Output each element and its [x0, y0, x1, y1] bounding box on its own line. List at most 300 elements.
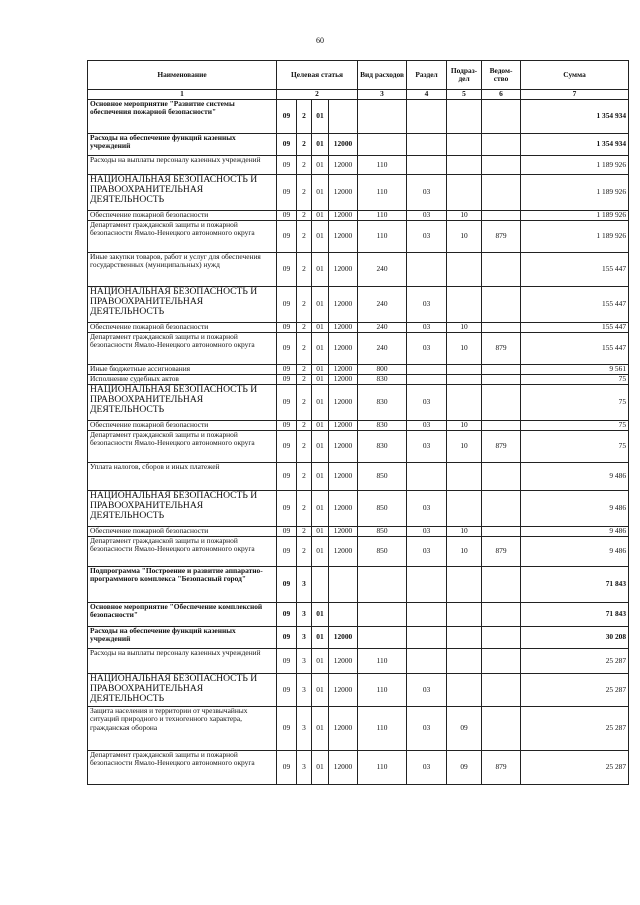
- table-cell-event: 01: [312, 527, 329, 537]
- table-cell-program: 09: [277, 211, 297, 221]
- table-cell-subsection: 10: [447, 323, 482, 333]
- table-cell-department: [482, 365, 521, 375]
- table-cell-event: 01: [312, 156, 329, 175]
- table-cell-event: 01: [312, 385, 329, 421]
- table-cell-subsection: [447, 175, 482, 211]
- table-cell-expense-type: 110: [358, 175, 407, 211]
- table-row: [88, 211, 629, 221]
- table-cell-section: [407, 253, 447, 287]
- table-cell-sum: 9 486: [521, 537, 629, 567]
- table-cell-expense-type: 830: [358, 375, 407, 385]
- table-cell-sum: 9 486: [521, 463, 629, 491]
- table-cell-event: 01: [312, 603, 329, 627]
- index-cell: 1: [88, 90, 277, 100]
- table-row: [88, 365, 629, 375]
- index-row: [88, 90, 629, 100]
- table-cell-program: 09: [277, 100, 297, 134]
- table-cell-expense-type: 240: [358, 253, 407, 287]
- table-cell-section: [407, 134, 447, 156]
- table-cell-section: 03: [407, 421, 447, 431]
- table-cell-event: 01: [312, 253, 329, 287]
- table-cell-expense-type: 800: [358, 365, 407, 375]
- table-cell-department: 879: [482, 751, 521, 785]
- table-cell-section: [407, 603, 447, 627]
- table-row: [88, 567, 629, 603]
- table-cell-direction: 12000: [329, 333, 358, 365]
- table-cell-subprogram: 2: [297, 211, 312, 221]
- table-cell-department: [482, 385, 521, 421]
- table-cell-sum: 155 447: [521, 323, 629, 333]
- table-cell-sum: 1 189 926: [521, 211, 629, 221]
- budget-table: [87, 60, 629, 785]
- header-department: Ведом-ство: [482, 61, 521, 90]
- table-cell-event: [312, 567, 329, 603]
- index-cell: 4: [407, 90, 447, 100]
- table-cell-sum: 155 447: [521, 253, 629, 287]
- table-row: [88, 375, 629, 385]
- table-cell-subsection: 09: [447, 707, 482, 751]
- table-cell-program: 09: [277, 385, 297, 421]
- table-cell-sum: 1 354 934: [521, 134, 629, 156]
- table-cell-event: 01: [312, 649, 329, 674]
- table-cell-program: 09: [277, 134, 297, 156]
- table-cell-subprogram: 2: [297, 253, 312, 287]
- table-cell-subprogram: 2: [297, 365, 312, 375]
- table-cell-event: 01: [312, 431, 329, 463]
- table-cell-subsection: 10: [447, 211, 482, 221]
- table-cell-sum: 71 843: [521, 603, 629, 627]
- table-cell-department: 879: [482, 333, 521, 365]
- table-cell-direction: [329, 100, 358, 134]
- table-cell-direction: 12000: [329, 175, 358, 211]
- table-row: [88, 134, 629, 156]
- table-cell-expense-type: [358, 627, 407, 649]
- table-cell-section: 03: [407, 221, 447, 253]
- table-cell-subprogram: 2: [297, 175, 312, 211]
- table-cell-subsection: [447, 287, 482, 323]
- table-cell-subsection: [447, 674, 482, 707]
- table-cell-program: 09: [277, 175, 297, 211]
- table-cell-direction: 12000: [329, 751, 358, 785]
- table-cell-name: Обеспечение пожарной безопасности: [88, 323, 277, 333]
- table-cell-department: [482, 156, 521, 175]
- table-cell-section: 03: [407, 323, 447, 333]
- table-cell-program: 09: [277, 627, 297, 649]
- table-cell-department: [482, 603, 521, 627]
- table-cell-name: Обеспечение пожарной безопасности: [88, 421, 277, 431]
- table-row: [88, 221, 629, 253]
- table-cell-subprogram: 2: [297, 421, 312, 431]
- table-cell-event: 01: [312, 463, 329, 491]
- table-cell-name: Расходы на выплаты персоналу казенных учреждений: [88, 156, 277, 175]
- index-cell: 5: [447, 90, 482, 100]
- table-cell-program: 09: [277, 491, 297, 527]
- table-cell-direction: 12000: [329, 491, 358, 527]
- table-cell-department: [482, 375, 521, 385]
- table-row: [88, 333, 629, 365]
- table-cell-sum: 75: [521, 375, 629, 385]
- table-cell-expense-type: 240: [358, 333, 407, 365]
- table-cell-event: 01: [312, 375, 329, 385]
- table-cell-name: НАЦИОНАЛЬНАЯ БЕЗОПАСНОСТЬ И ПРАВООХРАНИТЕЛЬНАЯ ДЕЯТЕЛЬНОСТЬ: [88, 491, 277, 527]
- table-cell-department: [482, 134, 521, 156]
- table-cell-name: Департамент гражданской защиты и пожарной безопасности Ямало-Ненецкого автономного округа: [88, 751, 277, 785]
- table-cell-program: 09: [277, 253, 297, 287]
- table-cell-subsection: [447, 603, 482, 627]
- table-cell-section: [407, 649, 447, 674]
- table-cell-section: [407, 627, 447, 649]
- table-cell-subprogram: 3: [297, 674, 312, 707]
- table-cell-subsection: [447, 375, 482, 385]
- table-cell-direction: 12000: [329, 287, 358, 323]
- table-cell-direction: 12000: [329, 627, 358, 649]
- table-row: [88, 751, 629, 785]
- table-cell-name: Департамент гражданской защиты и пожарной безопасности Ямало-Ненецкого автономного округа: [88, 537, 277, 567]
- table-cell-name: Расходы на обеспечение функций казенных учреждений: [88, 134, 277, 156]
- table-cell-department: [482, 674, 521, 707]
- table-cell-event: 01: [312, 100, 329, 134]
- table-cell-sum: 1 189 926: [521, 221, 629, 253]
- table-row: [88, 491, 629, 527]
- table-cell-program: 09: [277, 323, 297, 333]
- table-cell-sum: 1 354 934: [521, 100, 629, 134]
- table-row: [88, 175, 629, 211]
- table-cell-department: [482, 100, 521, 134]
- table-cell-section: [407, 375, 447, 385]
- table-cell-department: [482, 649, 521, 674]
- table-cell-department: [482, 211, 521, 221]
- table-cell-subsection: 10: [447, 537, 482, 567]
- table-row: [88, 385, 629, 421]
- table-cell-event: 01: [312, 134, 329, 156]
- table-cell-subprogram: 2: [297, 385, 312, 421]
- table-cell-name: Обеспечение пожарной безопасности: [88, 527, 277, 537]
- table-cell-subprogram: 3: [297, 707, 312, 751]
- table-cell-subprogram: 2: [297, 156, 312, 175]
- table-cell-subprogram: 2: [297, 537, 312, 567]
- table-cell-direction: 12000: [329, 421, 358, 431]
- table-cell-direction: 12000: [329, 537, 358, 567]
- table-cell-sum: 75: [521, 431, 629, 463]
- table-cell-subsection: [447, 100, 482, 134]
- table-cell-subprogram: 3: [297, 567, 312, 603]
- table-cell-program: 09: [277, 375, 297, 385]
- table-cell-department: [482, 175, 521, 211]
- table-cell-department: [482, 707, 521, 751]
- table-cell-expense-type: [358, 134, 407, 156]
- table-cell-subprogram: 2: [297, 463, 312, 491]
- table-cell-section: 03: [407, 385, 447, 421]
- table-cell-event: 01: [312, 627, 329, 649]
- table-cell-subsection: [447, 385, 482, 421]
- table-cell-subprogram: 2: [297, 431, 312, 463]
- table-cell-direction: 12000: [329, 463, 358, 491]
- table-cell-program: 09: [277, 421, 297, 431]
- table-row: [88, 421, 629, 431]
- table-cell-expense-type: 110: [358, 674, 407, 707]
- table-cell-name: Расходы на обеспечение функций казенных учреждений: [88, 627, 277, 649]
- table-cell-sum: 9 486: [521, 527, 629, 537]
- table-cell-subsection: [447, 463, 482, 491]
- table-row: [88, 253, 629, 287]
- table-cell-subsection: 09: [447, 751, 482, 785]
- table-cell-expense-type: 110: [358, 221, 407, 253]
- table-cell-name: Расходы на выплаты персоналу казенных учреждений: [88, 649, 277, 674]
- table-cell-subprogram: 2: [297, 375, 312, 385]
- table-cell-expense-type: [358, 100, 407, 134]
- table-cell-program: 09: [277, 603, 297, 627]
- table-cell-subsection: [447, 253, 482, 287]
- table-cell-sum: 25 287: [521, 751, 629, 785]
- table-cell-program: 09: [277, 463, 297, 491]
- table-row: [88, 156, 629, 175]
- table-cell-program: 09: [277, 221, 297, 253]
- table-row: [88, 603, 629, 627]
- table-cell-subsection: [447, 567, 482, 603]
- table-cell-subprogram: 3: [297, 627, 312, 649]
- table-cell-section: 03: [407, 537, 447, 567]
- table-cell-section: 03: [407, 707, 447, 751]
- table-cell-subprogram: 3: [297, 751, 312, 785]
- table-row: [88, 649, 629, 674]
- table-cell-section: 03: [407, 527, 447, 537]
- table-cell-name: Департамент гражданской защиты и пожарной безопасности Ямало-Ненецкого автономного округа: [88, 333, 277, 365]
- table-cell-name: Иные бюджетные ассигнования: [88, 365, 277, 375]
- table-cell-expense-type: 850: [358, 527, 407, 537]
- table-cell-sum: 1 189 926: [521, 175, 629, 211]
- table-cell-event: 01: [312, 365, 329, 375]
- table-cell-expense-type: 110: [358, 707, 407, 751]
- table-cell-subprogram: 2: [297, 527, 312, 537]
- table-row: [88, 627, 629, 649]
- table-cell-expense-type: 830: [358, 385, 407, 421]
- table-cell-program: 09: [277, 365, 297, 375]
- table-row: [88, 707, 629, 751]
- table-cell-name: НАЦИОНАЛЬНАЯ БЕЗОПАСНОСТЬ И ПРАВООХРАНИТЕЛЬНАЯ ДЕЯТЕЛЬНОСТЬ: [88, 385, 277, 421]
- table-cell-section: [407, 100, 447, 134]
- table-cell-direction: 12000: [329, 707, 358, 751]
- table-cell-subprogram: 2: [297, 287, 312, 323]
- table-cell-expense-type: [358, 603, 407, 627]
- header-sum: Сумма: [521, 61, 629, 90]
- table-cell-department: [482, 527, 521, 537]
- table-cell-department: [482, 421, 521, 431]
- table-cell-event: 01: [312, 211, 329, 221]
- table-cell-expense-type: 240: [358, 287, 407, 323]
- table-cell-department: [482, 567, 521, 603]
- table-cell-direction: 12000: [329, 365, 358, 375]
- table-cell-direction: 12000: [329, 134, 358, 156]
- table-cell-direction: 12000: [329, 527, 358, 537]
- table-cell-department: [482, 287, 521, 323]
- table-cell-direction: 12000: [329, 211, 358, 221]
- table-cell-expense-type: 110: [358, 211, 407, 221]
- table-cell-subprogram: 2: [297, 100, 312, 134]
- table-cell-sum: 155 447: [521, 333, 629, 365]
- table-cell-program: 09: [277, 431, 297, 463]
- table-cell-expense-type: 830: [358, 431, 407, 463]
- table-cell-direction: 12000: [329, 221, 358, 253]
- table-cell-section: 03: [407, 333, 447, 365]
- header-expense: Вид расходов: [358, 61, 407, 90]
- table-cell-subprogram: 3: [297, 603, 312, 627]
- table-cell-event: 01: [312, 421, 329, 431]
- header-section: Раздел: [407, 61, 447, 90]
- table-cell-name: Обеспечение пожарной безопасности: [88, 211, 277, 221]
- table-cell-department: [482, 253, 521, 287]
- table-cell-subprogram: 3: [297, 649, 312, 674]
- table-cell-program: 09: [277, 751, 297, 785]
- table-row: [88, 431, 629, 463]
- table-cell-section: 03: [407, 211, 447, 221]
- table-cell-expense-type: 240: [358, 323, 407, 333]
- table-cell-event: 01: [312, 221, 329, 253]
- table-cell-program: 09: [277, 333, 297, 365]
- table-cell-name: Защита населения и территории от чрезвычайных ситуаций природного и техногенного характера, гражданская оборона: [88, 707, 277, 751]
- table-cell-department: 879: [482, 431, 521, 463]
- table-cell-program: 09: [277, 537, 297, 567]
- table-cell-direction: 12000: [329, 323, 358, 333]
- table-cell-direction: 12000: [329, 375, 358, 385]
- table-cell-section: [407, 463, 447, 491]
- table-cell-direction: 12000: [329, 385, 358, 421]
- table-cell-direction: 12000: [329, 156, 358, 175]
- table-cell-expense-type: 830: [358, 421, 407, 431]
- table-cell-program: 09: [277, 707, 297, 751]
- table-cell-department: [482, 627, 521, 649]
- table-cell-expense-type: 110: [358, 649, 407, 674]
- table-cell-program: 09: [277, 649, 297, 674]
- table-cell-section: 03: [407, 431, 447, 463]
- index-cell: 7: [521, 90, 629, 100]
- table-row: [88, 287, 629, 323]
- table-cell-event: 01: [312, 175, 329, 211]
- table-cell-sum: 155 447: [521, 287, 629, 323]
- header-row: [88, 61, 629, 90]
- table-cell-program: 09: [277, 527, 297, 537]
- table-cell-direction: 12000: [329, 253, 358, 287]
- table-cell-event: 01: [312, 751, 329, 785]
- table-cell-sum: 25 287: [521, 649, 629, 674]
- table-cell-direction: [329, 603, 358, 627]
- table-cell-sum: 1 189 926: [521, 156, 629, 175]
- table-cell-name: НАЦИОНАЛЬНАЯ БЕЗОПАСНОСТЬ И ПРАВООХРАНИТЕЛЬНАЯ ДЕЯТЕЛЬНОСТЬ: [88, 287, 277, 323]
- table-cell-program: 09: [277, 674, 297, 707]
- table-cell-subprogram: 2: [297, 134, 312, 156]
- table-cell-subsection: 10: [447, 421, 482, 431]
- table-cell-sum: 9 561: [521, 365, 629, 375]
- header-name: Наименование: [88, 61, 277, 90]
- table-cell-event: 01: [312, 707, 329, 751]
- table-cell-event: 01: [312, 491, 329, 527]
- table-cell-expense-type: 850: [358, 491, 407, 527]
- table-cell-subsection: 10: [447, 527, 482, 537]
- table-cell-direction: 12000: [329, 431, 358, 463]
- table-cell-event: 01: [312, 537, 329, 567]
- table-cell-event: 01: [312, 323, 329, 333]
- table-cell-subsection: [447, 156, 482, 175]
- table-cell-subsection: [447, 491, 482, 527]
- page-number: 60: [316, 36, 324, 45]
- table-cell-subprogram: 2: [297, 323, 312, 333]
- table-row: [88, 100, 629, 134]
- table-row: [88, 537, 629, 567]
- table-cell-sum: 71 843: [521, 567, 629, 603]
- table-cell-program: 09: [277, 156, 297, 175]
- table-cell-name: НАЦИОНАЛЬНАЯ БЕЗОПАСНОСТЬ И ПРАВООХРАНИТЕЛЬНАЯ ДЕЯТЕЛЬНОСТЬ: [88, 175, 277, 211]
- table-cell-name: Подпрограмма "Построение и развитие аппаратно-программного комплекса "Безопасный город": [88, 567, 277, 603]
- table-cell-direction: [329, 567, 358, 603]
- table-cell-subsection: [447, 134, 482, 156]
- table-cell-sum: 75: [521, 385, 629, 421]
- table-cell-event: 01: [312, 287, 329, 323]
- table-cell-department: [482, 323, 521, 333]
- table-cell-subprogram: 2: [297, 491, 312, 527]
- index-cell: 2: [277, 90, 358, 100]
- table-cell-expense-type: 110: [358, 156, 407, 175]
- table-cell-subsection: [447, 627, 482, 649]
- index-cell: 3: [358, 90, 407, 100]
- table-cell-department: [482, 463, 521, 491]
- table-cell-sum: 25 287: [521, 707, 629, 751]
- table-cell-program: 09: [277, 567, 297, 603]
- table-cell-subsection: 10: [447, 221, 482, 253]
- table-cell-name: Основное мероприятие "Обеспечение комплексной безопасности": [88, 603, 277, 627]
- table-cell-department: 879: [482, 221, 521, 253]
- table-cell-name: Исполнение судебных актов: [88, 375, 277, 385]
- table-cell-section: [407, 365, 447, 375]
- table-cell-direction: 12000: [329, 649, 358, 674]
- table-cell-expense-type: 850: [358, 537, 407, 567]
- table-cell-expense-type: 850: [358, 463, 407, 491]
- table-cell-department: 879: [482, 537, 521, 567]
- header-target: Целевая статья: [277, 61, 358, 90]
- table-cell-sum: 9 486: [521, 491, 629, 527]
- table-row: [88, 674, 629, 707]
- table-cell-name: Уплата налогов, сборов и иных платежей: [88, 463, 277, 491]
- table-cell-event: 01: [312, 333, 329, 365]
- table-cell-name: Департамент гражданской защиты и пожарной безопасности Ямало-Ненецкого автономного округа: [88, 431, 277, 463]
- table-cell-section: [407, 567, 447, 603]
- table-cell-subsection: 10: [447, 333, 482, 365]
- table-cell-department: [482, 491, 521, 527]
- table-cell-sum: 75: [521, 421, 629, 431]
- table-cell-subprogram: 2: [297, 221, 312, 253]
- table-cell-section: 03: [407, 287, 447, 323]
- table-cell-direction: 12000: [329, 674, 358, 707]
- table-cell-section: 03: [407, 751, 447, 785]
- table-row: [88, 463, 629, 491]
- table-cell-subsection: [447, 649, 482, 674]
- table-cell-name: НАЦИОНАЛЬНАЯ БЕЗОПАСНОСТЬ И ПРАВООХРАНИТЕЛЬНАЯ ДЕЯТЕЛЬНОСТЬ: [88, 674, 277, 707]
- table-cell-name: Департамент гражданской защиты и пожарной безопасности Ямало-Ненецкого автономного округа: [88, 221, 277, 253]
- table-cell-expense-type: 110: [358, 751, 407, 785]
- table-cell-section: 03: [407, 674, 447, 707]
- table-row: [88, 323, 629, 333]
- table-cell-subprogram: 2: [297, 333, 312, 365]
- table-cell-name: Иные закупки товаров, работ и услуг для обеспечения государственных (муниципальных) нужд: [88, 253, 277, 287]
- table-cell-name: Основное мероприятие "Развитие системы обеспечения пожарной безопасности": [88, 100, 277, 134]
- table-cell-section: 03: [407, 175, 447, 211]
- table-cell-section: 03: [407, 491, 447, 527]
- table-cell-program: 09: [277, 287, 297, 323]
- header-subsection: Подраз-дел: [447, 61, 482, 90]
- table-cell-event: 01: [312, 674, 329, 707]
- table-cell-subsection: [447, 365, 482, 375]
- table-cell-sum: 25 287: [521, 674, 629, 707]
- index-cell: 6: [482, 90, 521, 100]
- table-cell-section: [407, 156, 447, 175]
